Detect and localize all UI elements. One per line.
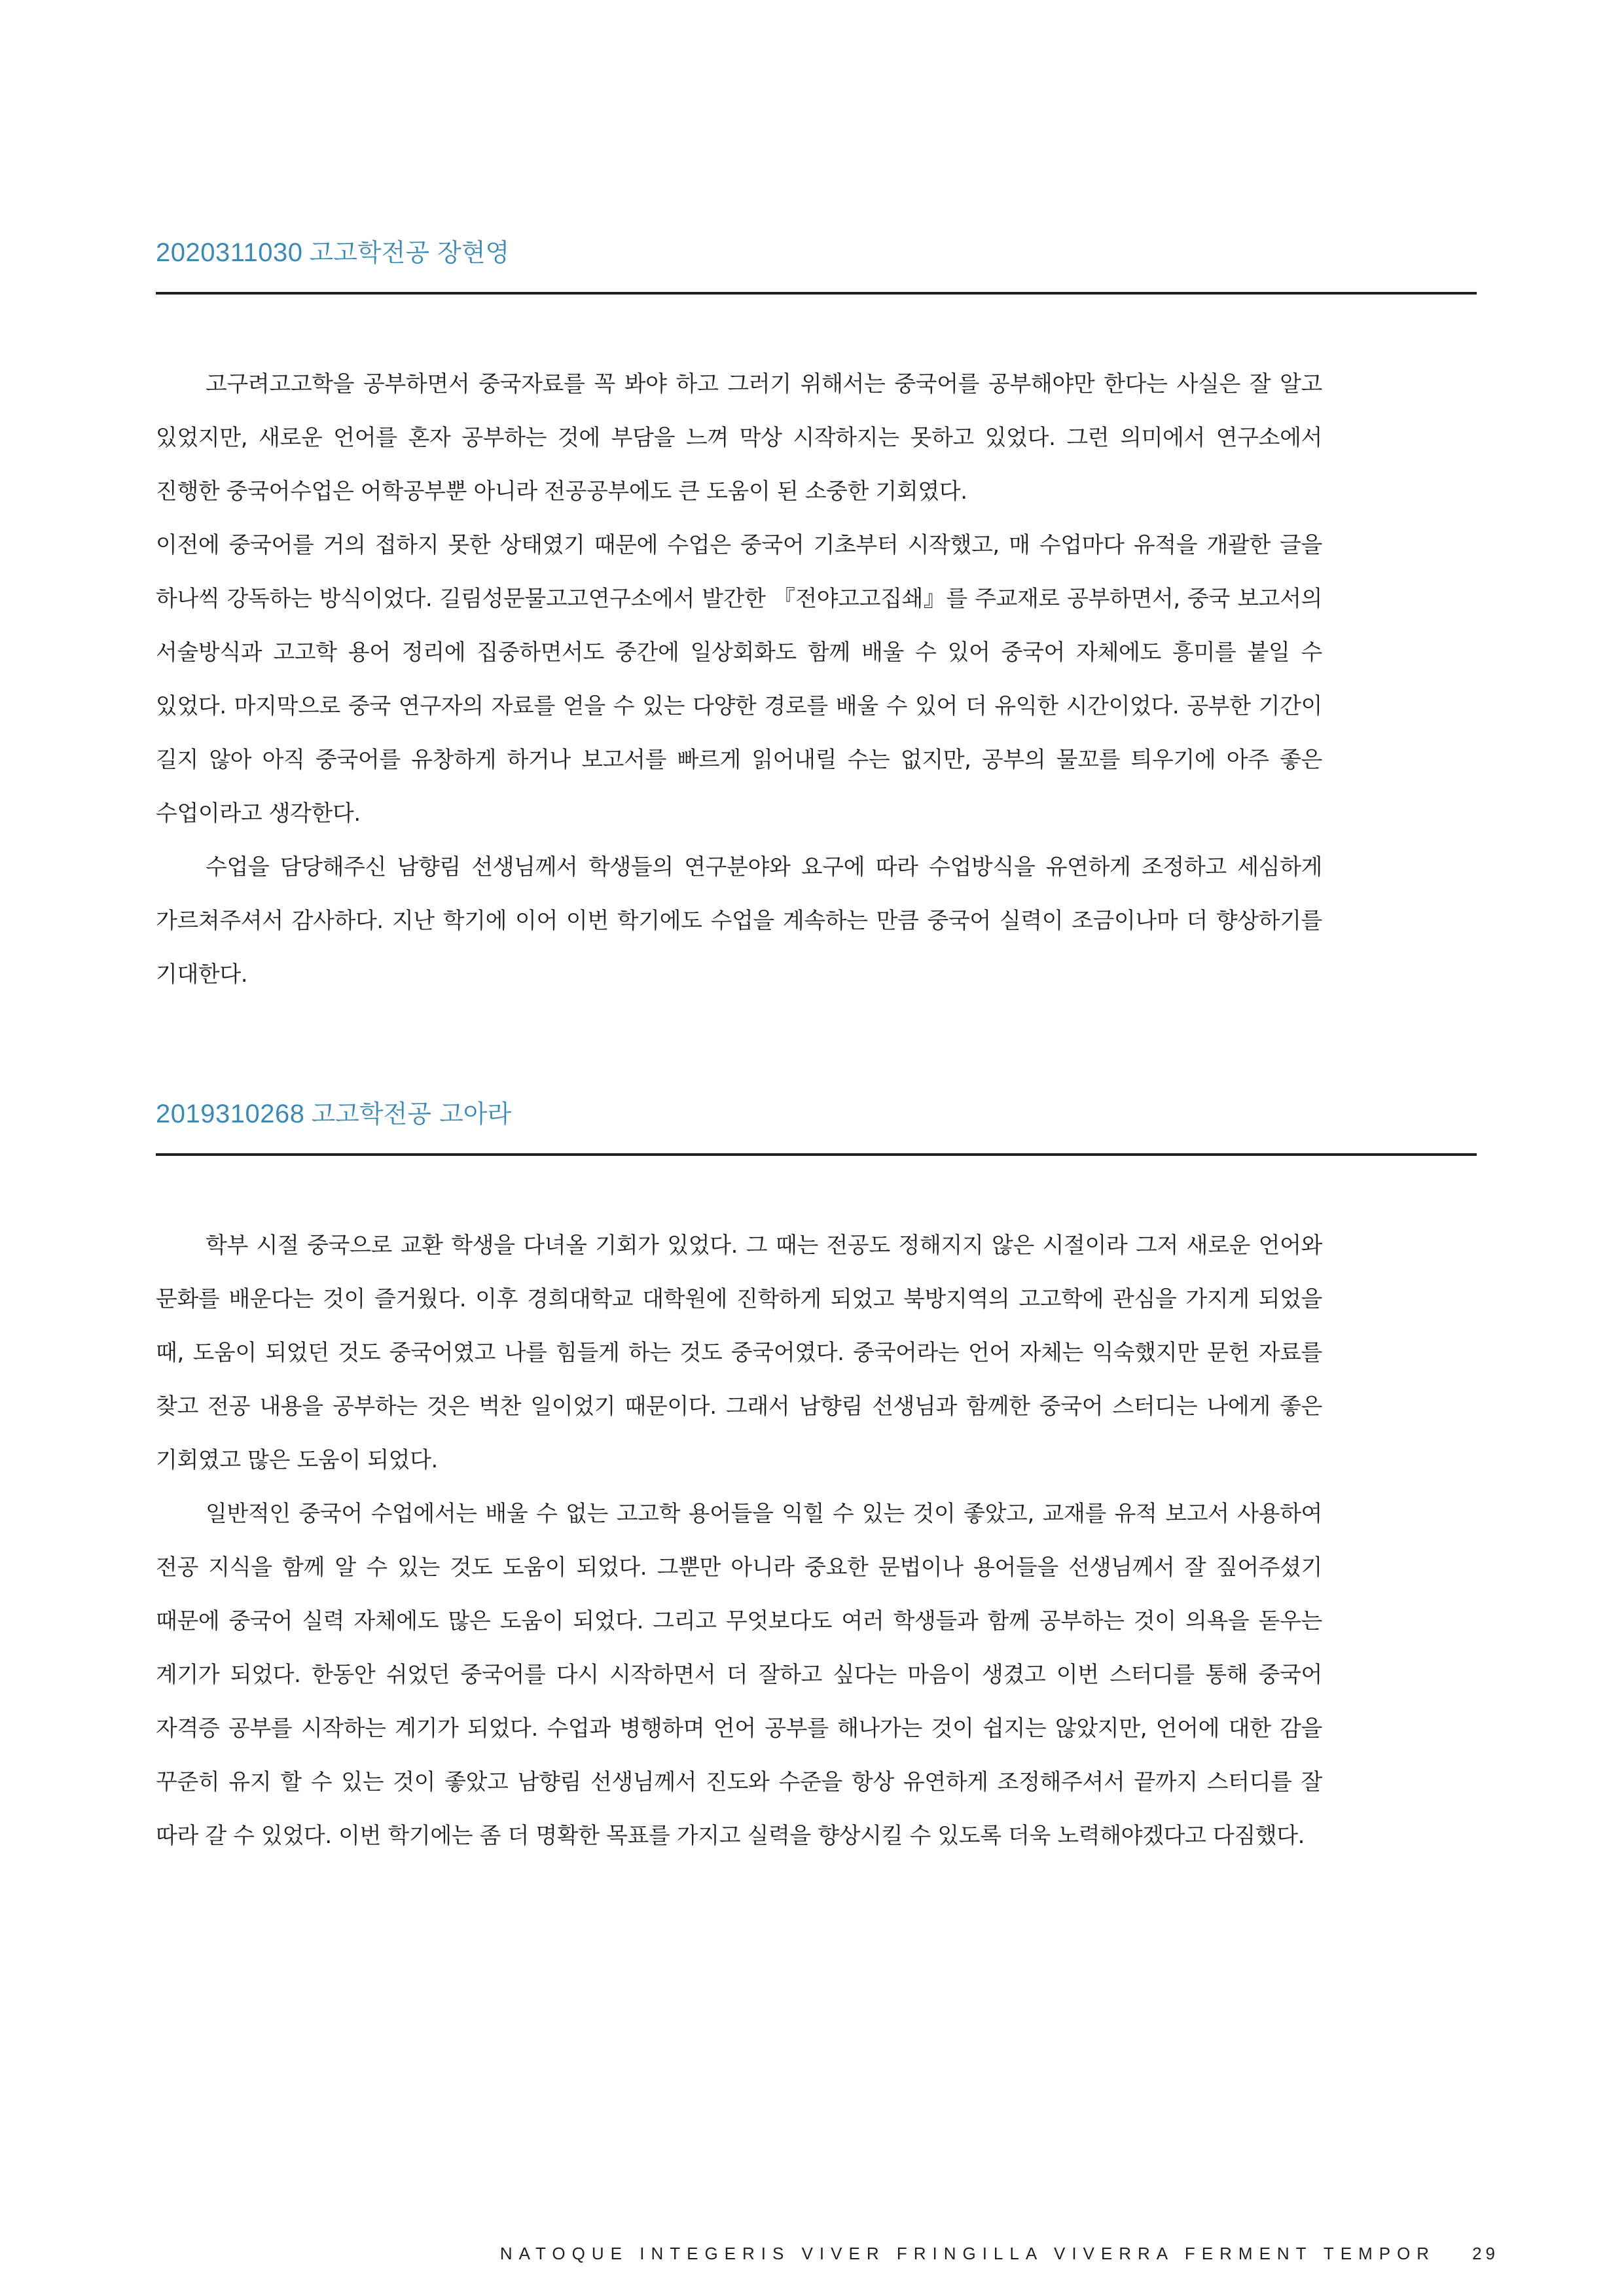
student-name: 고고학전공 장현영 — [309, 238, 510, 267]
section-body — [156, 357, 1322, 1001]
student-name: 고고학전공 고아라 — [311, 1100, 512, 1128]
body-paragraph: 일반적인 중국어 수업에서는 배울 수 없는 고고학 용어들을 익힐 수 있는 것이 좋았고, 교재를 유적 보고서 사용하여 전공 지식을 함께 알 수 있는 것도 도움이 되었다. 그뿐만 아니라 중요한 문법이나 용어들을 선생님께서 잘 짚어주셨기 때문에 중국어 실력 자체에도 많은 도움이 되었다. 그리고 무엇보다도 여러 학생들과 함께 공부하는 것이 의욕을 돋우는 계기가 되었다. 한동안 쉬었던 중국어를 다시 시작하면서 더 잘하고 싶다는 마음이 생겼고 이번 스터디를 통해 중국어 자격증 공부를 시작하는 계기가 되었다. 수업과 병행하며 언어 공부를 해나가는 것이 쉽지는 않았지만, 언어에 대한 감을 꾸준히 유지 할 수 있는 것이 좋았고 남향림 선생님께서 진도와 수준을 항상 유연하게 조정해주셔서 끝까지 스터디를 잘 따라 갈 수 있었다. 이번 학기에는 좀 더 명확한 목표를 가지고 실력을 향상시킬 수 있도록 더욱 노력해야겠다고 다짐했다. — [156, 1501, 1322, 1849]
review-section-2 — [156, 1092, 1477, 1863]
student-id: 2019310268 — [156, 1100, 305, 1128]
body-paragraph: 학부 시절 중국으로 교환 학생을 다녀올 기회가 있었다. 그 때는 전공도 정해지지 않은 시절이라 그저 새로운 언어와 문화를 배운다는 것이 즐거웠다. 이후 경희대학교 대학원에 진학하게 되었고 북방지역의 고고학에 관심을 가지게 되었을 때, 도움이 되었던 것도 중국어였고 나를 힘들게 하는 것도 중국어였다. 중국어라는 언어 자체는 익숙했지만 문헌 자료를 찾고 전공 내용을 공부하는 것은 벅찬 일이었기 때문이다. 그래서 남향림 선생님과 함께한 중국어 스터디는 나에게 좋은 기회였고 많은 도움이 되었다. — [156, 1232, 1322, 1473]
student-id: 2020311030 — [156, 238, 303, 267]
section-heading — [156, 1092, 1477, 1156]
review-section-1 — [156, 230, 1477, 1001]
body-paragraph: 이전에 중국어를 거의 접하지 못한 상태였기 때문에 수업은 중국어 기초부터 시작했고, 매 수업마다 유적을 개괄한 글을 하나씩 강독하는 방식이었다. 길림성문물고고연구소에서 발간한 『전야고고집쇄』를 주교재로 공부하면서, 중국 보고서의 서술방식과 고고학 용어 정리에 집중하면서도 중간에 일상회화도 함께 배울 수 있어 중국어 자체에도 흥미를 붙일 수 있었다. 마지막으로 중국 연구자의 자료를 얻을 수 있는 다양한 경로를 배울 수 있어 더 유익한 시간이었다. 공부한 기간이 길지 않아 아직 중국어를 유창하게 하거나 보고서를 빠르게 읽어내릴 수는 없지만, 공부의 물꼬를 틔우기에 아주 좋은 수업이라고 생각한다. — [156, 532, 1322, 827]
body-paragraph: 수업을 담당해주신 남향림 선생님께서 학생들의 연구분야와 요구에 따라 수업방식을 유연하게 조정하고 세심하게 가르쳐주셔서 감사하다. 지난 학기에 이어 이번 학기에도 수업을 계속하는 만큼 중국어 실력이 조금이나마 더 향상하기를 기대한다. — [156, 854, 1322, 988]
section-body — [156, 1219, 1322, 1863]
page-footer — [393, 2244, 1499, 2264]
section-heading — [156, 230, 1477, 295]
body-paragraph: 고구려고고학을 공부하면서 중국자료를 꼭 봐야 하고 그러기 위해서는 중국어를 공부해야만 한다는 사실은 잘 알고 있었지만, 새로운 언어를 혼자 공부하는 것에 부담을 느껴 막상 시작하지는 못하고 있었다. 그런 의미에서 연구소에서 진행한 중국어수업은 어학공부뿐 아니라 전공공부에도 큰 도움이 된 소중한 기회였다. — [156, 371, 1322, 505]
page-number: 29 — [1472, 2244, 1499, 2263]
running-footer-text: NATOQUE INTEGERIS VIVER FRINGILLA VIVERRA FERMENT TEMPOR — [499, 2244, 1436, 2263]
